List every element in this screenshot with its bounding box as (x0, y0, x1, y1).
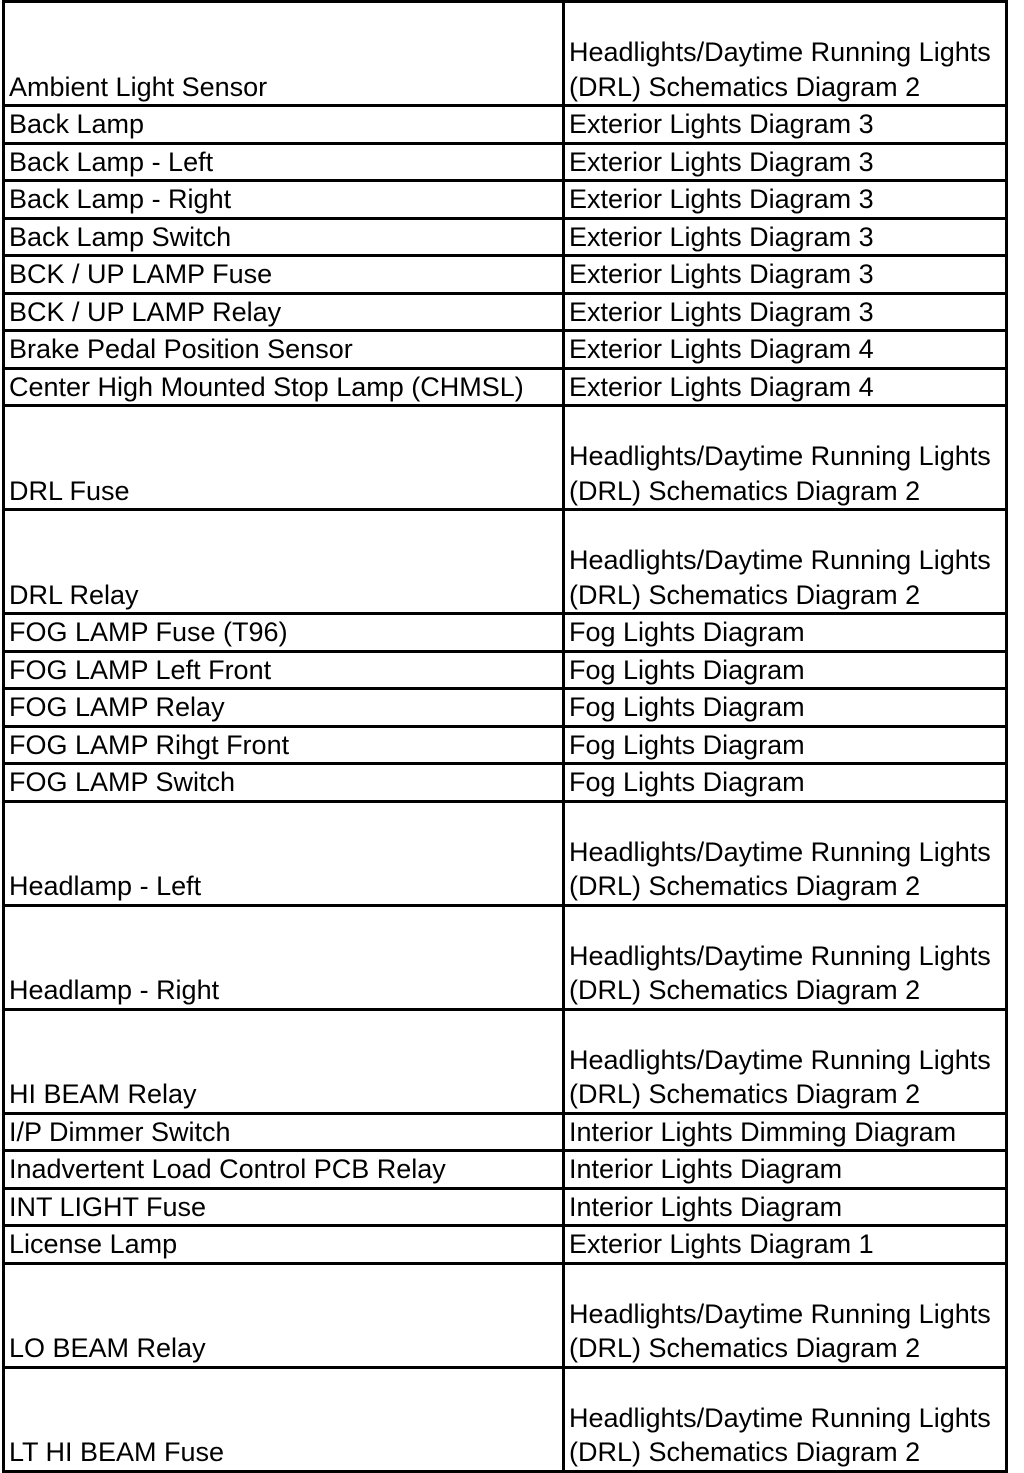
component-cell: Center High Mounted Stop Lamp (CHMSL) (4, 368, 564, 406)
table-row (4, 1188, 1007, 1226)
table-row (4, 1226, 1007, 1264)
table-row (4, 1151, 1007, 1189)
component-cell: Back Lamp - Left (4, 143, 564, 181)
table-body (4, 2, 1007, 1472)
diagram-reference-cell: Fog Lights Diagram (564, 764, 1007, 802)
table-row (4, 905, 1007, 1009)
component-cell: FOG LAMP Switch (4, 764, 564, 802)
diagram-reference-cell: Exterior Lights Diagram 3 (564, 218, 1007, 256)
table-row (4, 256, 1007, 294)
diagram-reference-cell: Headlights/Daytime Running Lights (DRL) Schematics Diagram 2 (564, 1367, 1007, 1471)
table-row (4, 1367, 1007, 1471)
component-cell: Headlamp - Right (4, 905, 564, 1009)
diagram-reference-cell: Headlights/Daytime Running Lights (DRL) Schematics Diagram 2 (564, 1263, 1007, 1367)
diagram-reference-cell: Interior Lights Diagram (564, 1151, 1007, 1189)
table-row (4, 689, 1007, 727)
component-cell: Back Lamp Switch (4, 218, 564, 256)
table-row (4, 764, 1007, 802)
table-row (4, 801, 1007, 905)
component-cell: Back Lamp (4, 106, 564, 144)
diagram-reference-cell: Headlights/Daytime Running Lights (DRL) Schematics Diagram 2 (564, 801, 1007, 905)
diagram-reference-cell: Fog Lights Diagram (564, 726, 1007, 764)
diagram-reference-cell: Exterior Lights Diagram 3 (564, 256, 1007, 294)
diagram-reference-cell: Interior Lights Dimming Diagram (564, 1113, 1007, 1151)
table-row (4, 368, 1007, 406)
diagram-reference-cell: Headlights/Daytime Running Lights (DRL) Schematics Diagram 2 (564, 2, 1007, 106)
table-row (4, 614, 1007, 652)
table-row (4, 510, 1007, 614)
component-cell: FOG LAMP Rihgt Front (4, 726, 564, 764)
component-cell: License Lamp (4, 1226, 564, 1264)
component-index-table (2, 0, 1008, 1473)
table-row (4, 1113, 1007, 1151)
diagram-reference-cell: Exterior Lights Diagram 3 (564, 293, 1007, 331)
diagram-reference-cell: Interior Lights Diagram (564, 1188, 1007, 1226)
component-cell: Back Lamp - Right (4, 181, 564, 219)
diagram-reference-cell: Headlights/Daytime Running Lights (DRL) Schematics Diagram 2 (564, 406, 1007, 510)
table-row (4, 2, 1007, 106)
component-cell: HI BEAM Relay (4, 1009, 564, 1113)
diagram-reference-cell: Fog Lights Diagram (564, 689, 1007, 727)
diagram-reference-cell: Fog Lights Diagram (564, 651, 1007, 689)
diagram-reference-cell: Exterior Lights Diagram 3 (564, 181, 1007, 219)
table-row (4, 651, 1007, 689)
table-row (4, 218, 1007, 256)
table-row (4, 106, 1007, 144)
component-cell: FOG LAMP Relay (4, 689, 564, 727)
diagram-reference-cell: Headlights/Daytime Running Lights (DRL) Schematics Diagram 2 (564, 510, 1007, 614)
table-row (4, 143, 1007, 181)
diagram-reference-cell: Exterior Lights Diagram 4 (564, 368, 1007, 406)
component-cell: DRL Fuse (4, 406, 564, 510)
table-row (4, 181, 1007, 219)
table-row (4, 1009, 1007, 1113)
component-cell: I/P Dimmer Switch (4, 1113, 564, 1151)
diagram-reference-cell: Fog Lights Diagram (564, 614, 1007, 652)
table-row (4, 331, 1007, 369)
table-row (4, 726, 1007, 764)
diagram-reference-cell: Exterior Lights Diagram 3 (564, 143, 1007, 181)
component-cell: BCK / UP LAMP Fuse (4, 256, 564, 294)
component-cell: Inadvertent Load Control PCB Relay (4, 1151, 564, 1189)
component-cell: LT HI BEAM Fuse (4, 1367, 564, 1471)
table-row (4, 293, 1007, 331)
component-cell: Ambient Light Sensor (4, 2, 564, 106)
diagram-reference-cell: Exterior Lights Diagram 1 (564, 1226, 1007, 1264)
component-cell: BCK / UP LAMP Relay (4, 293, 564, 331)
diagram-reference-cell: Headlights/Daytime Running Lights (DRL) Schematics Diagram 2 (564, 905, 1007, 1009)
component-cell: Brake Pedal Position Sensor (4, 331, 564, 369)
table-row (4, 1263, 1007, 1367)
component-cell: FOG LAMP Left Front (4, 651, 564, 689)
diagram-reference-cell: Headlights/Daytime Running Lights (DRL) Schematics Diagram 2 (564, 1009, 1007, 1113)
component-cell: FOG LAMP Fuse (T96) (4, 614, 564, 652)
diagram-reference-cell: Exterior Lights Diagram 4 (564, 331, 1007, 369)
component-cell: INT LIGHT Fuse (4, 1188, 564, 1226)
diagram-reference-cell: Exterior Lights Diagram 3 (564, 106, 1007, 144)
component-cell: LO BEAM Relay (4, 1263, 564, 1367)
component-cell: Headlamp - Left (4, 801, 564, 905)
table-row (4, 406, 1007, 510)
component-cell: DRL Relay (4, 510, 564, 614)
